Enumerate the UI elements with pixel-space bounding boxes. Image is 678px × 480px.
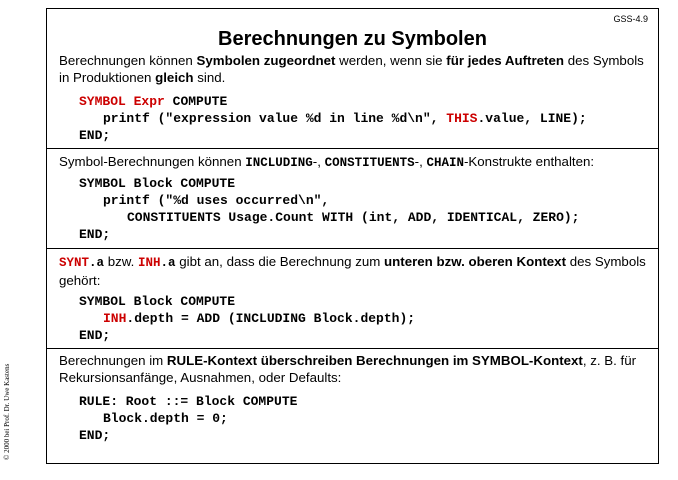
text-run: bzw. <box>104 254 139 269</box>
page-title: Berechnungen zu Symbolen <box>218 28 487 50</box>
text-run: gibt an, dass die Berechnung zum <box>175 254 385 269</box>
code-line <box>79 110 587 127</box>
code-line: Block.depth = 0; <box>103 411 228 426</box>
text-run: -Konstrukte enthalten: <box>463 154 595 169</box>
mono-run: CONSTITUENTS <box>324 156 415 170</box>
code-line <box>79 310 415 327</box>
code-line: END; <box>79 428 111 443</box>
divider <box>47 348 658 349</box>
text-run: -, <box>312 154 325 169</box>
code-text: COMPUTE <box>164 94 228 109</box>
divider <box>47 248 658 249</box>
bold-run: unteren bzw. oberen Kontext <box>384 254 566 269</box>
section3-code <box>79 293 415 344</box>
copyright-notice: © 2000 bei Prof. Dr. Uwe Kastens <box>3 363 11 460</box>
mono-run: INCLUDING <box>245 156 313 170</box>
section1-text <box>59 52 648 86</box>
text-run: Berechnungen können <box>59 53 197 68</box>
text-run: , z. B. für Rekursionsanfänge, Ausnahmen, oder Defaults: <box>59 353 637 385</box>
section4-code <box>79 393 297 444</box>
text-run: Berechnungen im <box>59 353 167 368</box>
mono-run: .a <box>89 256 105 270</box>
bold-run: für jedes Auftreten <box>446 53 564 68</box>
code-line: RULE: Root ::= Block COMPUTE <box>79 394 298 409</box>
code-text: .depth = ADD (INCLUDING Block.depth); <box>126 311 416 326</box>
text-run: Symbol-Berechnungen können <box>59 154 246 169</box>
code-text: printf ("expression value %d in line %d\n", <box>103 111 447 126</box>
mono-run-inh: INH <box>138 256 161 270</box>
code-line: END; <box>79 128 111 143</box>
bold-run: gleich <box>155 70 194 85</box>
slide-frame <box>46 8 659 464</box>
code-keyword-inh: INH <box>103 311 127 326</box>
code-text: .value, LINE); <box>477 111 587 126</box>
text-run: werden, wenn sie <box>335 53 447 68</box>
code-line: SYMBOL Block COMPUTE <box>79 294 236 309</box>
mono-run-synt: SYNT <box>59 256 90 270</box>
mono-run: .a <box>160 256 176 270</box>
section2-code <box>79 175 579 243</box>
section1-code <box>79 93 587 144</box>
slide-id: GSS-4.9 <box>613 14 648 24</box>
code-line: END; <box>79 328 111 343</box>
mono-run: CHAIN <box>426 156 464 170</box>
code-line: CONSTITUENTS Usage.Count WITH (int, ADD, IDENTICAL, ZERO); <box>127 210 580 225</box>
section4-text <box>59 352 648 386</box>
text-run: des Symbols in Produktionen <box>59 53 644 85</box>
section3-text <box>59 253 648 289</box>
code-keyword-this: THIS <box>446 111 478 126</box>
code-symbol-expr: Expr <box>133 94 165 109</box>
bold-run: Symbolen zugeordnet <box>196 53 336 68</box>
code-line: SYMBOL Block COMPUTE <box>79 176 236 191</box>
text-run: -, <box>414 154 427 169</box>
code-line: END; <box>79 227 111 242</box>
divider <box>47 148 658 149</box>
code-line <box>79 93 587 110</box>
code-line: printf ("%d uses occurred\n", <box>103 193 330 208</box>
section2-text <box>59 153 648 172</box>
code-keyword-symbol: SYMBOL <box>79 94 126 109</box>
text-run: des Symbols gehört: <box>59 254 646 288</box>
bold-run: RULE-Kontext überschreiben Berechnungen im SYMBOL-Kontext <box>166 353 583 368</box>
text-run: sind. <box>193 70 226 85</box>
